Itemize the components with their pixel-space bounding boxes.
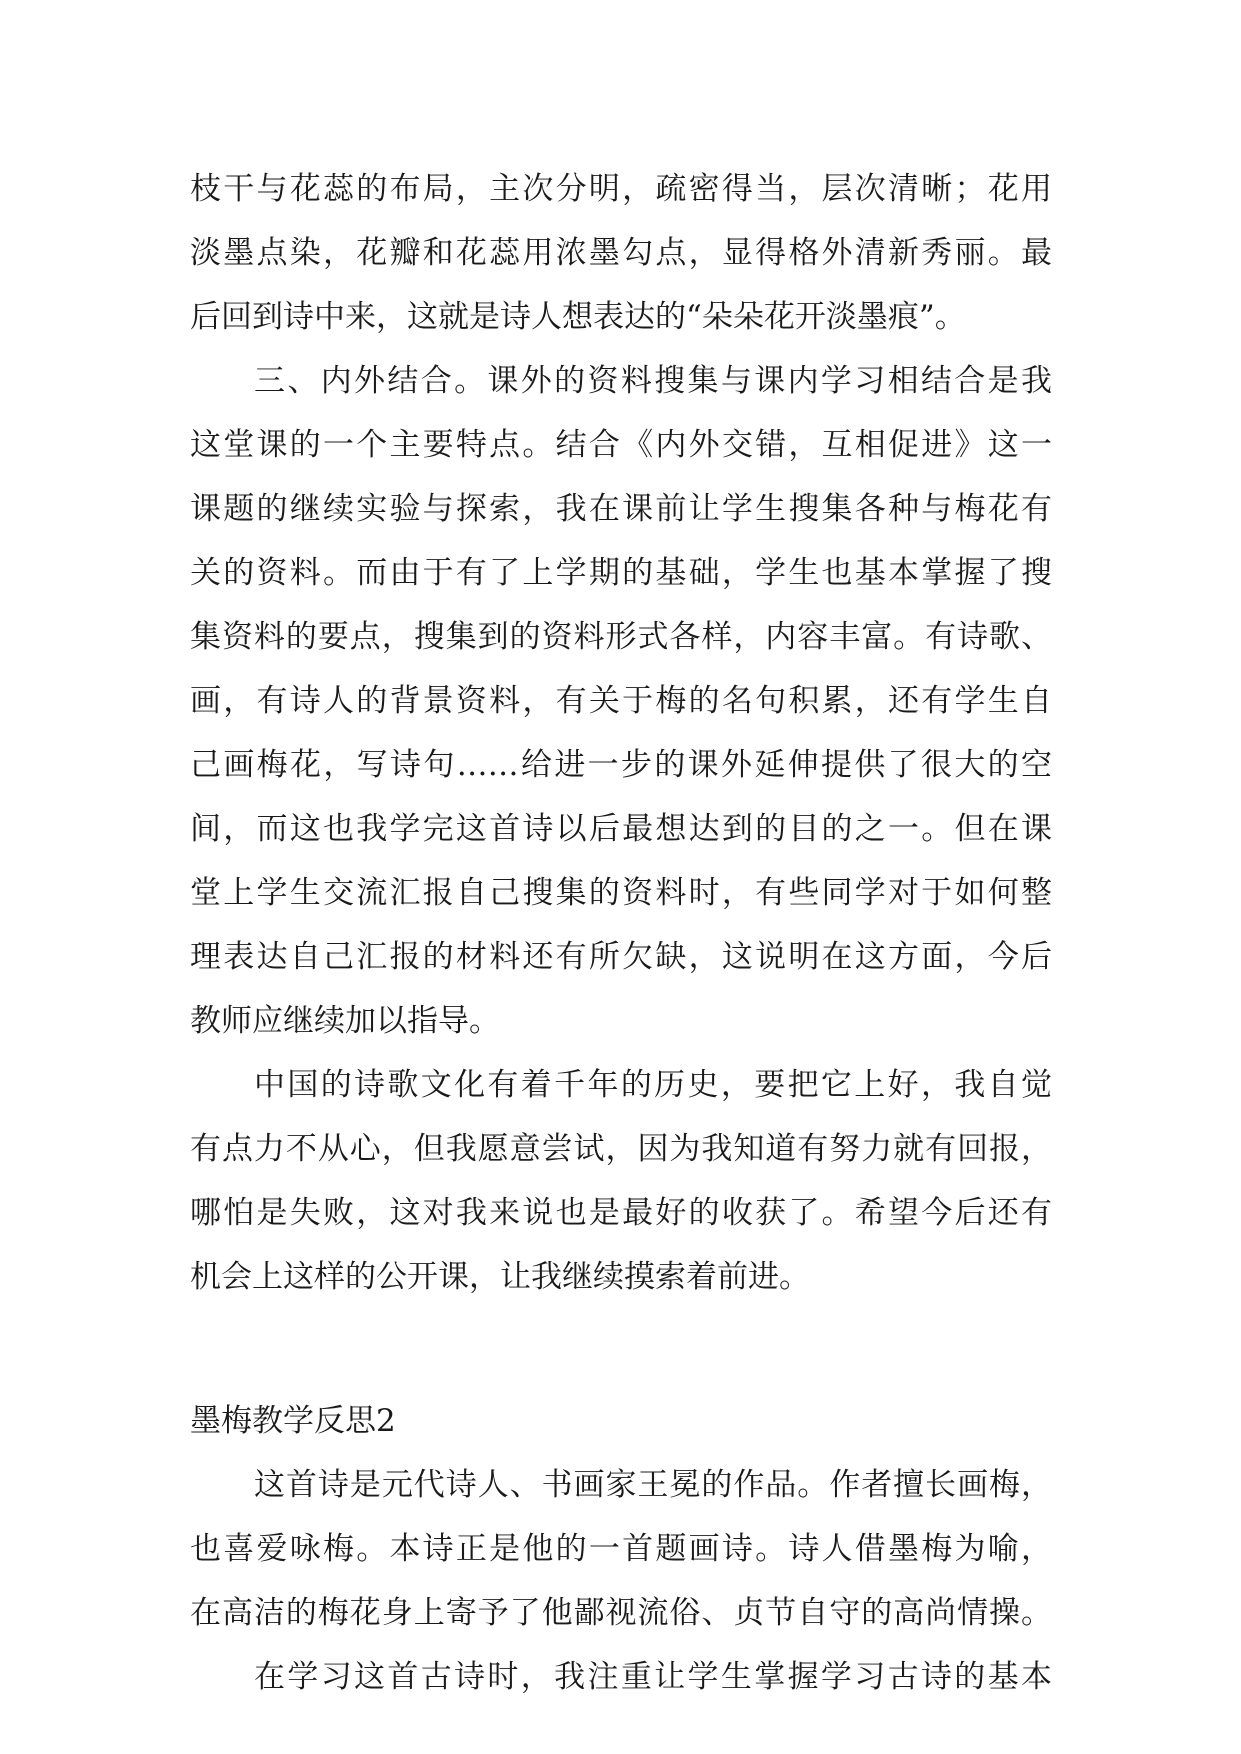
- text-line: 堂上学生交流汇报自己搜集的资料时，有些同学对于如何整: [190, 875, 1052, 911]
- paragraph-inside-outside-combination: [190, 349, 1052, 1053]
- section-gap: [190, 1309, 1052, 1389]
- paragraph-poetry-culture: [190, 1053, 1052, 1309]
- paragraph-poem-intro: [190, 1453, 1052, 1645]
- paragraph-painting-technique: [190, 157, 1052, 349]
- text-line: 中国的诗歌文化有着千年的历史，要把它上好，我自觉: [254, 1067, 1052, 1103]
- text-line: 集资料的要点，搜集到的资料形式各样，内容丰富。有诗歌、: [190, 619, 1052, 655]
- text-line: 三、内外结合。课外的资料搜集与课内学习相结合是我: [254, 363, 1052, 399]
- text-line: 在学习这首古诗时，我注重让学生掌握学习古诗的基本: [254, 1659, 1052, 1695]
- text-line: 有点力不从心，但我愿意尝试，因为我知道有努力就有回报，: [190, 1131, 1052, 1167]
- text-line: 教师应继续加以指导。: [190, 1003, 500, 1039]
- text-line: 课题的继续实验与探索，我在课前让学生搜集各种与梅花有: [190, 491, 1052, 527]
- text-line: 己画梅花，写诗句……给进一步的课外延伸提供了很大的空: [190, 747, 1052, 783]
- text-line: 也喜爱咏梅。本诗正是他的一首题画诗。诗人借墨梅为喻，: [190, 1531, 1052, 1567]
- document-body: [190, 157, 1052, 1709]
- text-line: 枝干与花蕊的布局，主次分明，疏密得当，层次清晰；花用: [190, 171, 1052, 207]
- text-line: 理表达自己汇报的材料还有所欠缺，这说明在这方面，今后: [190, 939, 1052, 975]
- text-line: 这首诗是元代诗人、书画家王冕的作品。作者擅长画梅，: [254, 1467, 1052, 1503]
- text-line: 画，有诗人的背景资料，有关于梅的名句积累，还有学生自: [190, 683, 1052, 719]
- text-line: 后回到诗中来，这就是诗人想表达的“朵朵花开淡墨痕”。: [190, 299, 966, 335]
- paragraph-learning-method: [190, 1645, 1052, 1709]
- text-line: 哪怕是失败，这对我来说也是最好的收获了。希望今后还有: [190, 1195, 1052, 1231]
- text-line: 关的资料。而由于有了上学期的基础，学生也基本掌握了搜: [190, 555, 1052, 591]
- section-heading: 墨梅教学反思2: [190, 1403, 396, 1439]
- text-line: 淡墨点染，花瓣和花蕊用浓墨勾点，显得格外清新秀丽。最: [190, 235, 1052, 271]
- text-line: 这堂课的一个主要特点。结合《内外交错，互相促进》这一: [190, 427, 1052, 463]
- text-line: 间，而这也我学完这首诗以后最想达到的目的之一。但在课: [190, 811, 1052, 847]
- text-line: 机会上这样的公开课，让我继续摸索着前进。: [190, 1259, 810, 1295]
- text-line: 在高洁的梅花身上寄予了他鄙视流俗、贞节自守的高尚情操。: [190, 1595, 1052, 1631]
